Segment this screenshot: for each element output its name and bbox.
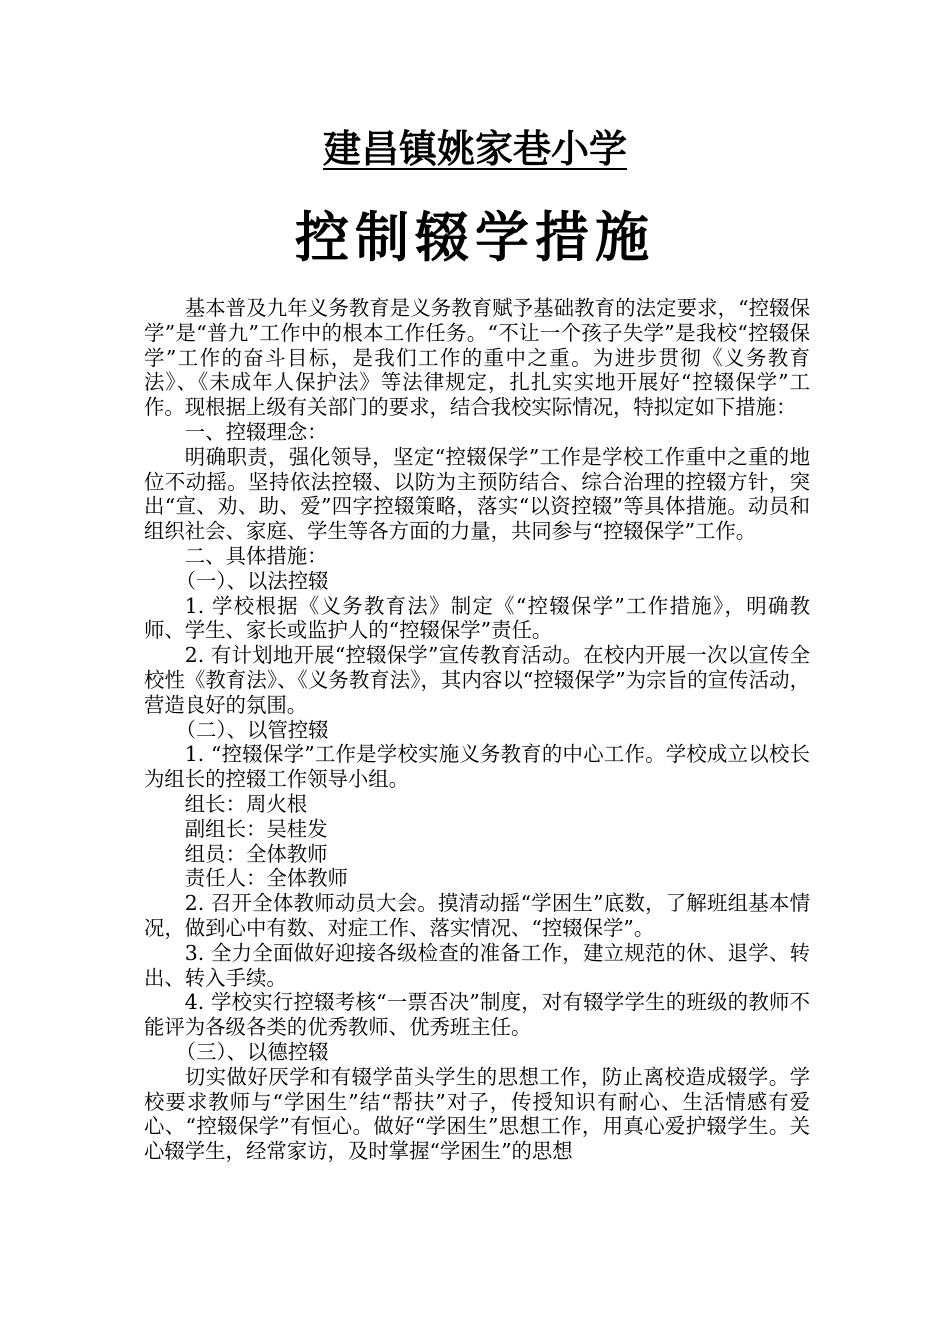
deputy-leader: 副组长：吴桂发 <box>184 816 328 841</box>
moral-paragraph: 切实做好厌学和有辍学苗头学生的思想工作，防止离校造成辍学。学校要求教师与“学困生”结“帮扶”对子，传授知识有耐心、生活情感有爱心、“控辍保学”有恒心。做好“学困生”思想工作，用真心爱护辍学生。关心辍学生，经常家访，及时掌握“学困生”的思想 <box>144 1064 810 1164</box>
school-name-text: 建昌镇姚家巷小学 <box>322 126 627 171</box>
intro-paragraph: 基本普及九年义务教育是义务教育赋予基础教育的法定要求，“控辍保学”是“普九”工作中的根本工作任务。“不让一个孩子失学”是我校“控辍保学”工作的奋斗目标，是我们工作的重中之重。为进步贯彻《义务教育法》、《未成年人保护法》等法律规定，扎扎实实地开展好“控辍保学”工作。现根据上级有关部门的要求，结合我校实际情况，特拟定如下措施： <box>144 296 810 420</box>
group-leader: 组长：周火根 <box>184 791 308 816</box>
section-heading-2: 二、具体措施： <box>184 543 328 568</box>
manage-item-4: 4. 学校实行控辍考核“一票否决”制度，对有辍学学生的班级的教师不能评为各级各类的优秀教师、优秀班主任。 <box>144 990 810 1040</box>
subsection-heading-1: （一）、以法控辍 <box>175 568 329 593</box>
law-item-2: 2. 有计划地开展“控辍保学”宣传教育活动。在校内开展一次以宣传全校性《教育法》、《义务教育法》，其内容以“控辍保学”为宗旨的宣传活动，营造良好的氛围。 <box>144 643 810 717</box>
document-title: 控制辍学措施 <box>295 205 655 269</box>
law-item-1: 1. 学校根据《义务教育法》制定《“控辍保学”工作措施》，明确教师、学生、家长或监护人的“控辍保学”责任。 <box>144 593 810 643</box>
section-heading-1: 一、控辍理念： <box>184 419 328 444</box>
responsible-person: 责任人：全体教师 <box>184 866 348 891</box>
manage-item-1: 1. “控辍保学”工作是学校实施义务教育的中心工作。学校成立以校长为组长的控辍工作领导小组。 <box>144 742 810 792</box>
subsection-heading-2: （二）、以管控辍 <box>175 717 329 742</box>
philosophy-paragraph: 明确职责，强化领导，坚定“控辍保学”工作是学校工作重中之重的地位不动摇。坚持依法控辍、以防为主预防结合、综合治理的控辍方针，突出“宣、劝、助、爱”四字控辍策略，落实“以资控辍”等具体措施。动员和组织社会、家庭、学生等各方面的力量，共同参与“控辍保学”工作。 <box>144 444 810 544</box>
school-name <box>0 124 950 174</box>
subsection-heading-3: （三）、以德控辍 <box>175 1039 329 1064</box>
manage-item-2: 2. 召开全体教师动员大会。摸清动摇“学困生”底数，了解班组基本情况，做到心中有数、对症工作、落实情况、“控辍保学”。 <box>144 891 810 940</box>
manage-item-3: 3. 全力全面做好迎接各级检查的准备工作，建立规范的休、退学、转出、转入手续。 <box>144 940 810 990</box>
group-members: 组员：全体教师 <box>184 841 328 866</box>
document-body <box>144 296 810 1164</box>
